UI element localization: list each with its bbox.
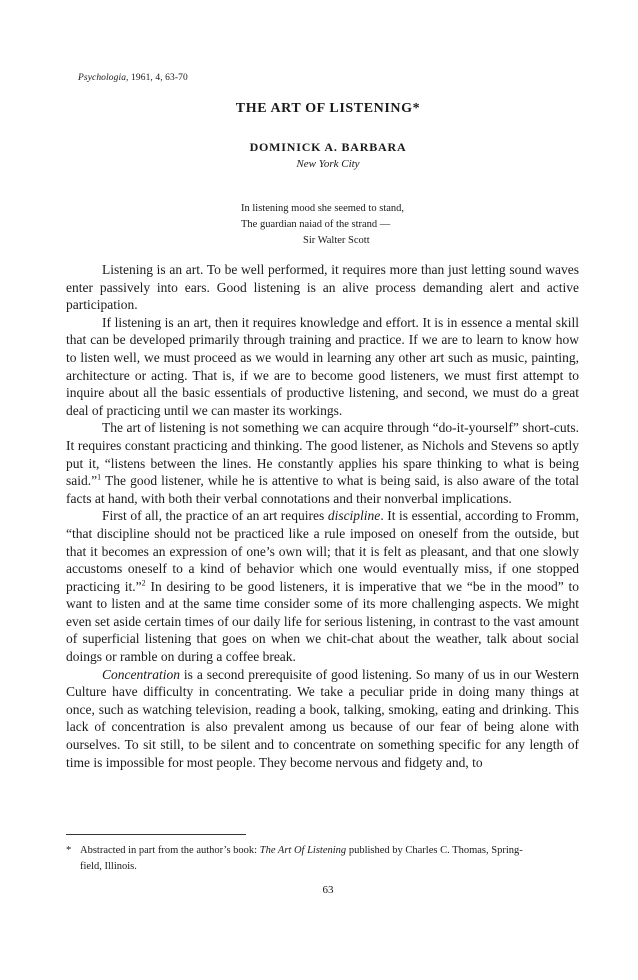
paragraph: Listening is an art. To be well performed, it requires more than just letting sound waves enter passively into ears. Good listening is an alive process demanding alert and active participation. bbox=[66, 262, 579, 313]
paragraph-text: is a second prerequisite of good listening. So many of us in our Western Culture have difficulty in concentrating. We take a peculiar pride in doing many things at once, such as watching television, reading a book, talking, smoking, eating and drinking. This lack of concentration is also prevalent among us because of our fear of being alone with ourselves. To sit still, to be silent and to concentrate on something specific for any length of time is impossible for most people. They become nervous and fidgety and, to bbox=[66, 666, 579, 770]
footnote bbox=[66, 843, 579, 875]
footnote-line: field, Illinois. bbox=[80, 861, 137, 872]
emphasis-concentration: Concentration bbox=[102, 666, 180, 682]
paragraph bbox=[66, 666, 579, 772]
epigraph-line: The guardian naiad of the strand — bbox=[241, 219, 391, 230]
paragraph-text: The good listener, while he is attentive to what is being said, is also aware of the total facts at hand, with both their verbal connotations and their nonverbal implications. bbox=[66, 473, 579, 506]
journal-name: Psychologia, bbox=[78, 73, 129, 83]
footnote-ref: 1 bbox=[97, 472, 102, 482]
paragraph bbox=[66, 507, 579, 665]
footnote-book-title: The Art Of Listening bbox=[259, 845, 347, 856]
author-name: DOMINICK A. BARBARA bbox=[249, 140, 407, 154]
journal-details: 1961, 4, 63-70 bbox=[128, 73, 188, 83]
footnote-ref: 2 bbox=[141, 578, 146, 588]
paragraph-text: In desiring to be good listeners, it is imperative that we “be in the mood” to want to listen and at the same time consider some of its more challenging aspects. We might even set aside certain times of our daily life for serious listening, in contrast to the vast amount of superficial listening that goes on when we chit-chat about the weather, talk about social doings or ramble on during a coffee break. bbox=[66, 578, 580, 665]
epigraph-line: In listening mood she seemed to stand, bbox=[241, 203, 405, 214]
paragraph-text: The art of listening is not something we can acquire through “do-it-yourself” short-cuts. It requires constant practicing and thinking. The good listener, as Nichols and Stevens so aptly put it, “listens between the lines. He constantly applies his spare thinking to what is being said.” bbox=[66, 420, 579, 489]
body-text bbox=[66, 261, 579, 771]
footnote-divider bbox=[66, 834, 246, 835]
paragraph-text: . It is essential, according to Fromm, “that discipline should not be practiced like a rule imposed on oneself from the outside, but that it becomes an expression of one’s own will; that it is felt as pleasant, and that one slowly accustoms oneself to a kind of behavior which one would eventually miss, if one stopped practicing it.” bbox=[66, 508, 579, 594]
paragraph: If listening is an art, then it requires knowledge and effort. It is in essence a mental skill that can be developed primarily through training and practice. If we are to learn to know how to listen well, we must proceed as we would in learning any other art such as music, painting, architecture or acting. That is, if we are to become good listeners, we must first attempt to inquire about all the basic essentials of productive listening, and second, we must do a great deal of practicing until we can master its workings. bbox=[66, 314, 579, 418]
paragraph-text: First of all, the practice of an art requires bbox=[102, 508, 328, 524]
footnote-mark: * bbox=[66, 845, 72, 856]
footnote-text: Abstracted in part from the author’s book: bbox=[80, 845, 260, 856]
paragraph bbox=[66, 419, 579, 507]
epigraph-attribution: Sir Walter Scott bbox=[303, 235, 370, 246]
page-number: 63 bbox=[322, 884, 334, 896]
footnote-text: published by Charles C. Thomas, Spring- bbox=[346, 845, 523, 856]
journal-citation bbox=[78, 73, 188, 83]
emphasis-discipline: discipline bbox=[327, 508, 381, 524]
epigraph bbox=[241, 201, 501, 249]
article-title: THE ART OF LISTENING* bbox=[235, 101, 421, 116]
footnote-line bbox=[66, 843, 579, 859]
author-affiliation: New York City bbox=[296, 158, 360, 170]
